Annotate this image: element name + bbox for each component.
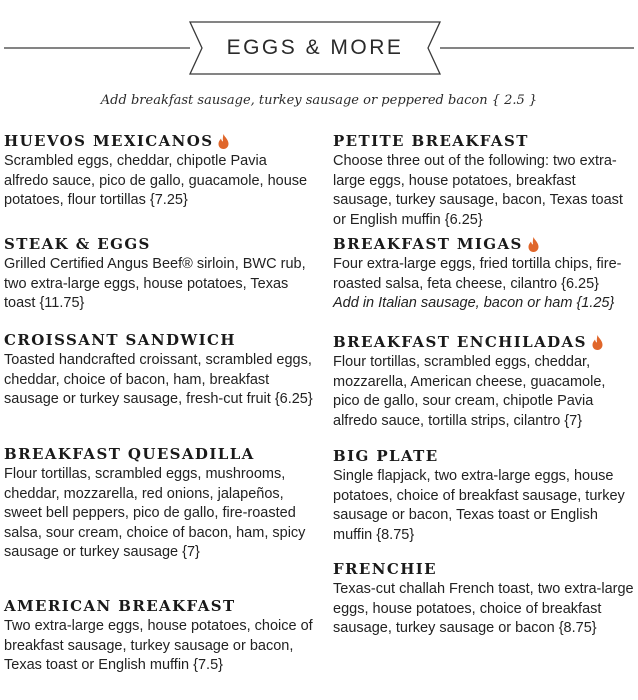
item-price: {6.25} bbox=[274, 391, 313, 408]
item-description: Two extra-large eggs, house potatoes, choice of breakfast sausage, turkey sausage or bacon, Texas toast or English muffin {7.5} bbox=[4, 618, 313, 674]
add-on-price: {1.25} bbox=[576, 295, 615, 312]
item-price: {7} bbox=[564, 412, 583, 429]
section-banner bbox=[0, 20, 638, 78]
menu-item-frenchie bbox=[333, 560, 635, 639]
item-price: {6.25} bbox=[444, 211, 483, 228]
menu-item-breakfast-enchiladas bbox=[333, 333, 635, 447]
item-price: {8.75} bbox=[376, 526, 415, 543]
menu-column-right bbox=[333, 132, 635, 639]
menu-item-croissant-sandwich bbox=[4, 331, 314, 445]
menu-item-big-plate bbox=[333, 447, 635, 560]
item-price: {7} bbox=[182, 544, 200, 561]
menu-item-steak-and-eggs bbox=[4, 235, 314, 331]
flame-icon bbox=[528, 237, 539, 252]
item-price: {7.5} bbox=[193, 657, 223, 674]
item-description: Toasted handcrafted croissant, scrambled eggs, cheddar, choice of bacon, ham, breakfast sausage or turkey sausage, fresh-cut fruit {6.25} bbox=[4, 352, 313, 408]
menu-item-breakfast-migas bbox=[333, 235, 635, 333]
item-name: BREAKFAST ENCHILADAS bbox=[333, 333, 635, 352]
item-name: CROISSANT SANDWICH bbox=[4, 331, 236, 349]
item-name: BIG PLATE bbox=[333, 447, 439, 465]
item-price: {7.25} bbox=[149, 192, 188, 209]
add-on-note: Add breakfast sausage, turkey sausage or peppered bacon { 2.5 } bbox=[100, 93, 538, 108]
menu-item-american-breakfast bbox=[4, 597, 314, 676]
item-description: Choose three out of the following: two extra-large eggs, house potatoes, breakfast sausage, turkey sausage, bacon, Texas toast or English muffin {6.25} bbox=[333, 153, 623, 228]
item-description: Texas-cut challah French toast, two extra-large eggs, house potatoes, choice of breakfast sausage, turkey sausage or bacon {8.75} bbox=[333, 581, 634, 637]
menu-item-huevos-mexicanos bbox=[4, 132, 314, 235]
menu-item-petite-breakfast bbox=[333, 132, 635, 235]
item-name: AMERICAN BREAKFAST bbox=[4, 597, 236, 615]
item-description: Grilled Certified Angus Beef® sirloin, BWC rub, two extra-large eggs, house potatoes, Texas toast {11.75} bbox=[4, 256, 306, 312]
item-name: PETITE BREAKFAST bbox=[333, 132, 529, 150]
item-description: Scrambled eggs, cheddar, chipotle Pavia alfredo sauce, pico de gallo, guacamole, house potatoes, flour tortillas {7.25} bbox=[4, 153, 308, 209]
item-description: Flour tortillas, scrambled eggs, cheddar, mozzarella, American cheese, guacamole, pico de gallo, sour cream, chipotle Pavia alfredo sauce, tortilla strips, cilantro {7} bbox=[333, 354, 606, 429]
flame-icon bbox=[218, 134, 229, 149]
item-price: {6.25} bbox=[561, 275, 600, 292]
flame-icon bbox=[592, 335, 603, 350]
item-name: BREAKFAST MIGAS bbox=[333, 235, 635, 254]
item-description: Flour tortillas, scrambled eggs, mushrooms, cheddar, mozzarella, red onions, jalapeños, sweet bell peppers, pico de gallo, fire-roasted salsa, sour cream, choice of bacon, ham, spicy sausage or turkey sausage {7} bbox=[4, 466, 306, 561]
item-add-on: Add in Italian sausage, bacon or ham {1.25} bbox=[333, 295, 615, 312]
item-name: STEAK & EGGS bbox=[4, 235, 151, 253]
menu-item-breakfast-quesadilla bbox=[4, 445, 314, 597]
item-price: {11.75} bbox=[39, 295, 85, 312]
item-price: {8.75} bbox=[558, 620, 597, 637]
item-name: FRENCHIE bbox=[333, 560, 438, 578]
section-title: EGGS & MORE bbox=[226, 36, 404, 59]
item-description: Four extra-large eggs, fried tortilla chips, fire-roasted salsa, feta cheese, cilantro {6.25} bbox=[333, 256, 622, 292]
menu-column-left bbox=[4, 132, 314, 676]
item-description: Single flapjack, two extra-large eggs, house potatoes, choice of breakfast sausage, turkey sausage or bacon, Texas toast or English muffin {8.75} bbox=[333, 468, 625, 543]
item-name: BREAKFAST QUESADILLA bbox=[4, 445, 255, 463]
item-name: HUEVOS MEXICANOS bbox=[4, 132, 314, 151]
